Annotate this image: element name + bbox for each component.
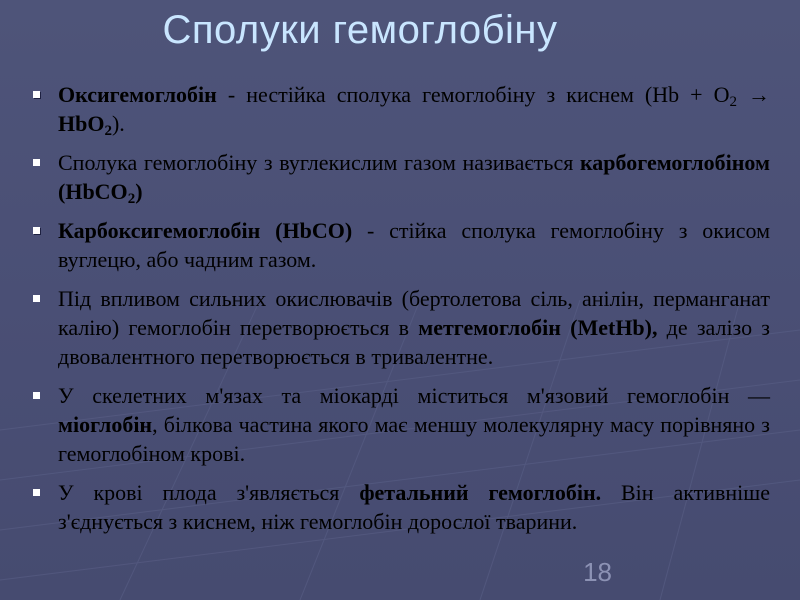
bullet-icon [33, 91, 40, 98]
list-item: Під впливом сильних окислювачів (бертолетова сіль, анілін, перманганат калію) гемоглобін перетворюється в метгемоглобін (MetHb), де залізо з двовалентного перетворюється в тривалентне. [58, 284, 770, 371]
list-item: У скелетних м'язах та міокарді міститься м'язовий гемоглобін — міоглобін, білкова частина якого має меншу молекулярну масу порівняно з гемоглобіном крові. [58, 381, 770, 468]
term-myoglobin: міоглобін [58, 412, 153, 437]
term-carbohemoglobin: карбогемоглобіном (HbCO [58, 150, 770, 204]
bullet-list [58, 80, 770, 536]
term-oxyhemoglobin: Оксигемоглобін [58, 82, 217, 107]
term-carboxyhemoglobin: Карбоксигемоглобін (HbCO) [58, 218, 353, 243]
bullet-icon [33, 227, 40, 234]
list-item: У крові плода з'являється фетальний гемоглобін. Він активніше з'єднується з киснем, ніж гемоглобін дорослої тварини. [58, 478, 770, 536]
bullet-icon [33, 392, 40, 399]
list-item: Сполука гемоглобіну з вуглекислим газом називається карбогемоглобіном (HbCO$_2$) [58, 148, 770, 206]
slide-title: Сполуки гемоглобіну [162, 8, 558, 52]
slide-number: 18 [583, 557, 612, 587]
term-methemoglobin: метгемоглобін (MetHb), [418, 315, 658, 340]
bullet-icon [33, 295, 40, 302]
term-fetal-hemoglobin: фетальний гемоглобін. [359, 480, 602, 505]
bullet-icon [33, 159, 40, 166]
list-item: Карбоксигемоглобін (HbCO) - стійка сполука гемоглобіну з окисом вуглецю, або чадним газом. [58, 216, 770, 274]
bullet-icon [33, 489, 40, 496]
list-item: Оксигемоглобін - нестійка сполука гемоглобіну з киснем $(Hb + O_2 \to HbO_2)$. [58, 80, 770, 138]
